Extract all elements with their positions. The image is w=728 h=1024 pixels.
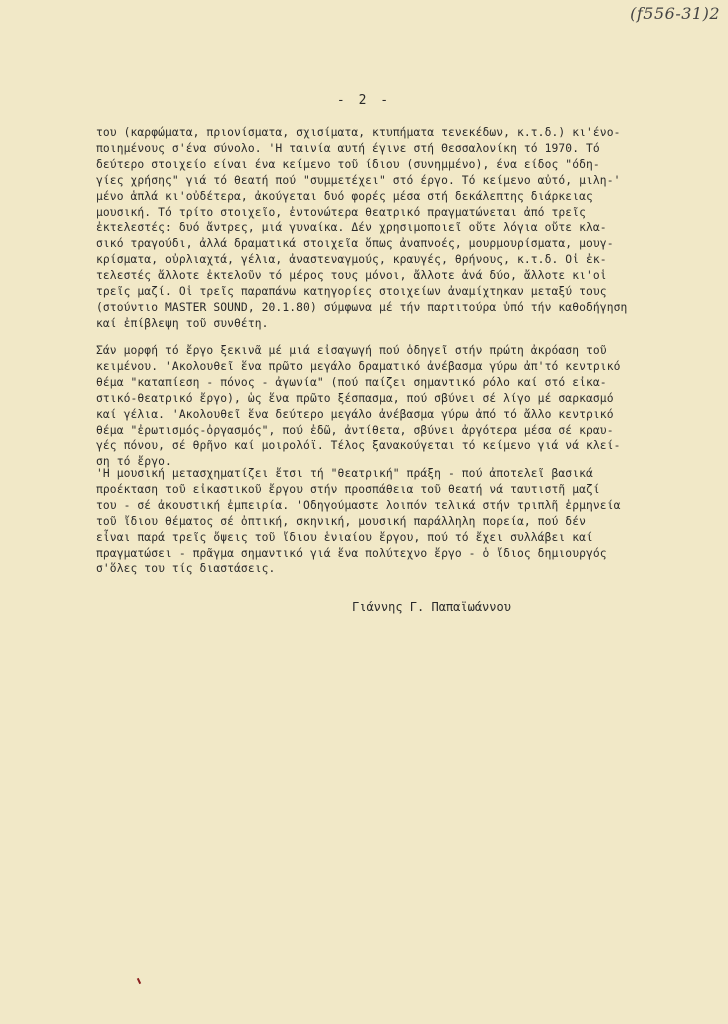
text-line: κειμένου. 'Ακολουθεῖ ἕνα πρῶτο μεγάλο δραματικό ἀνέβασμα γύρω ἀπ'τό κεντρικό [96,359,621,373]
text-line: γές πόνου, σέ θρῆνο καί μοιρολόϊ. Τέλος ξανακούγεται τό κείμενο γιά νά κλεί- [96,439,621,453]
text-line: τελεστές ἄλλοτε ἐκτελοῦν τό μέρος τους μόνοι, ἄλλοτε ἀνά δύο, ἄλλοτε κι'οἱ [96,269,607,283]
text-line: μένο ἁπλά κι'οὐδέτερα, ἀκούγεται δυό φορές μέσα στή δεκάλεπτης διάρκειας [96,189,593,203]
text-line: πραγματώσει - πρᾶγμα σημαντικό γιά ἕνα πολύτεχνο ἔργο - ὁ ἴδιος δημιουργός [96,546,607,560]
text-line: 'Η μουσική μετασχηματίζει ἔτσι τή "θεατρική" πράξη - πού ἀποτελεῖ βασικά [96,467,593,480]
text-line: (στούντιο MASTER SOUND, 20.1.80) σύμφωνα μέ τήν παρτιτούρα ὑπό τήν καθοδήγηση [96,300,628,314]
paragraph-2 [96,343,671,470]
text-line: θέμα "ἐρωτισμός-ὀργασμός", πού ἐδῶ, ἀντίθετα, σβύνει ἀργότερα μέσα σέ κραυ- [96,423,614,437]
text-line: τοῦ ἴδιου θέματος σέ ὀπτική, σκηνική, μουσική παράλληλη πορεία, πού δέν [96,514,586,528]
ink-mark [137,978,141,984]
text-line: ση τό ἔργο. [96,455,172,469]
handwritten-archive-annotation: (f556-31)2 [630,4,720,23]
text-line: ποιημένους σ'ένα σύνολο. 'Η ταινία αυτή έγινε στή Θεσσαλονίκη τό 1970. Τό [96,141,600,155]
text-line: σ'ὅλες του τίς διαστάσεις. [96,562,276,576]
text-line: του - σέ ἀκουστική ἐμπειρία. 'Οδηγούμαστε λοιπόν τελικά στήν τριπλῆ ἑρμηνεία [96,498,621,512]
page-number: - 2 - [336,93,392,108]
text-line: δεύτερο στοιχείο είναι ένα κείμενο τοῦ ίδιου (συνημμένο), ένα είδος "όδη- [96,157,600,171]
paragraph-1 [96,125,671,332]
text-line: ἐκτελεστές: δυό ἄντρες, μιά γυναίκα. Δέν χρησιμοποιεῖ οὔτε λόγια οὔτε κλα- [96,221,607,235]
text-line: προέκταση τοῦ εἰκαστικοῦ ἔργου στήν προσπάθεια τοῦ θεατή νά ταυτιστῆ μαζί [96,482,600,496]
text-line: σικό τραγούδι, ἀλλά δραματικά στοιχεῖα ὅπως ἀναπνοές, μουρμουρίσματα, μουγ- [96,237,614,251]
text-line: καί γέλια. 'Ακολουθεῖ ἕνα δεύτερο μεγάλο ἀνέβασμα γύρω ἀπό τό ἄλλο κεντρικό [96,407,614,421]
text-line: γίες χρήσης" γιά τό θεατή πού "συμμετέχει" στό έργο. Τό κείμενο αὐτό, μιλη-' [96,173,621,187]
text-line: εἶναι παρά τρεῖς ὄψεις τοῦ ἴδιου ἑνιαίου ἔργου, πού τό ἔχει συλλάβει καί [96,530,593,544]
text-line: κρίσματα, οὐρλιαχτά, γέλια, ἀναστεναγμούς, κραυγές, θρήνους, κ.τ.δ. Οἱ ἐκ- [96,253,607,267]
text-line: Σάν μορφή τό ἔργο ξεκινᾶ μέ μιά εἰσαγωγή πού ὁδηγεῖ στήν πρώτη ἀκρόαση τοῦ [96,344,607,357]
text-line: τρεῖς μαζί. Οἱ τρεῖς παραπάνω κατηγορίες στοιχείων ἀναμίχτηκαν μεταξύ τους [96,285,607,299]
text-line: του (καρφώματα, πριονίσματα, σχισίματα, κτυπήματα τενεκέδων, κ.τ.δ.) κι'ένο- [96,126,621,139]
paragraph-3 [96,466,671,577]
text-line: στικό-θεατρικό ἔργο), ὡς ἕνα πρῶτο ξέσπασμα, πού σβύνει σέ λίγο μέ σαρκασμό [96,391,614,405]
text-line: καί ἐπίβλεψη τοῦ συνθέτη. [96,316,269,330]
text-line: μουσική. Τό τρίτο στοιχεῖο, ἐντονώτερα θεατρικό πραγματώνεται ἀπό τρεῖς [96,205,586,219]
text-line: θέμα "καταπίεση - πόνος - ἀγωνία" (πού παίζει σημαντικό ρόλο καί στό εἰκα- [96,375,607,389]
author-signature: Γιάννης Γ. Παπαϊωάννου [352,600,511,614]
